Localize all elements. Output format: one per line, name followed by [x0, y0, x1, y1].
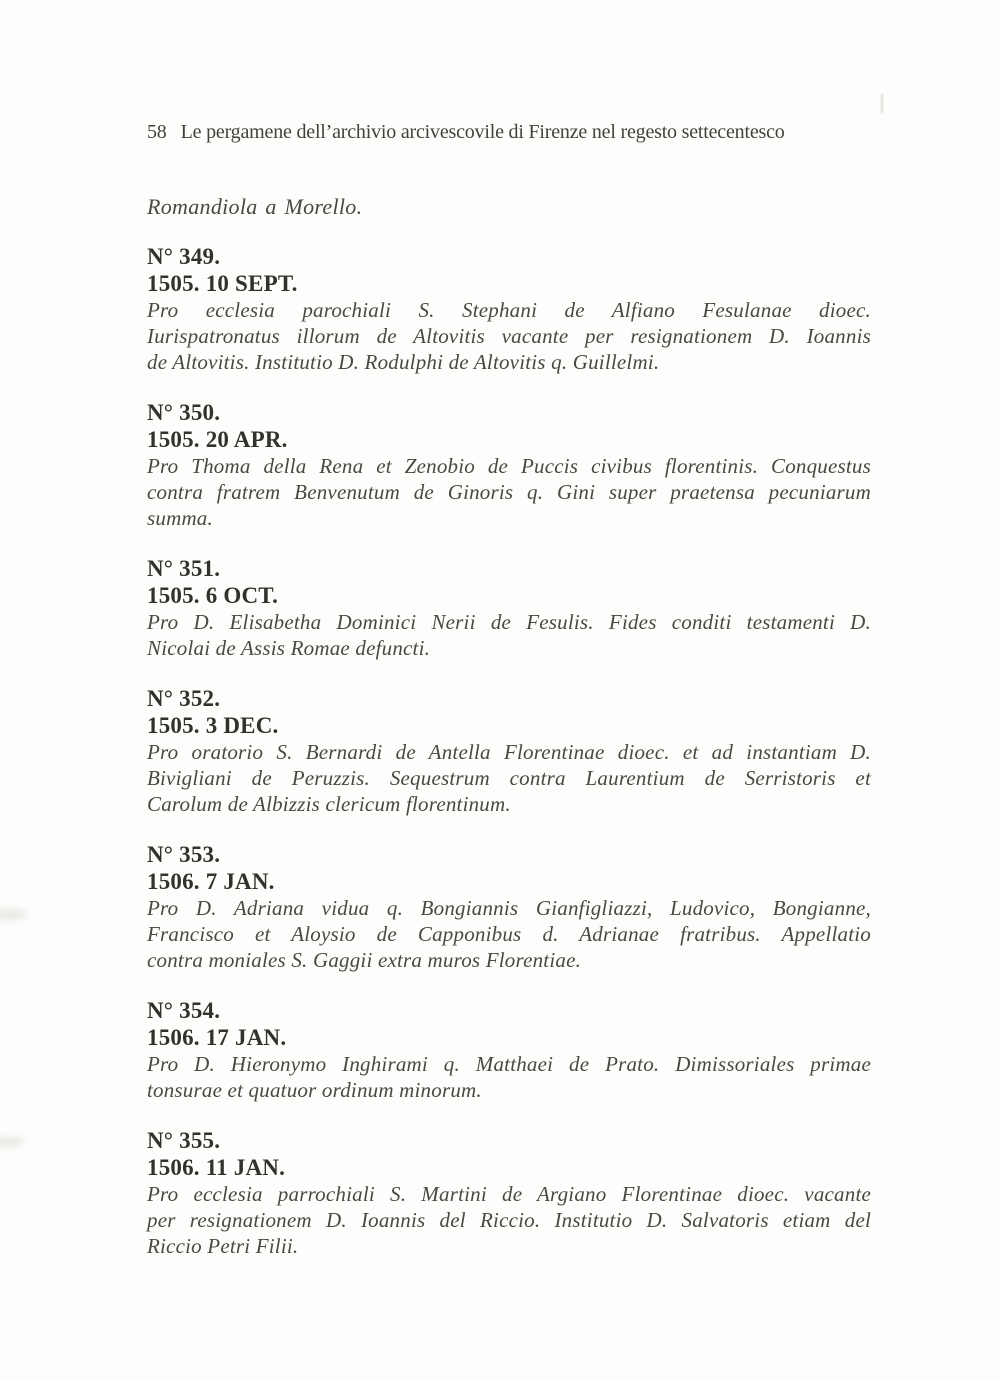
entry-text-line: Pro ecclesia parochiali S. Stephani de Alfiano Fesulanae dioec.	[147, 298, 871, 322]
entry-body	[147, 1181, 871, 1259]
section-heading: Romandiola a Morello.	[147, 194, 363, 219]
entry-body	[147, 1051, 871, 1103]
entry-date: 1505. 20 APR.	[147, 427, 288, 452]
entry-text-line: Pro Thoma della Rena et Zenobio de Puccis civibus florentinis. Conquestus	[147, 454, 871, 478]
entry-text-line: Bivigliani de Peruzzis. Sequestrum contra Laurentium de Serristoris et	[147, 766, 871, 790]
scan-artifact-smudge	[0, 908, 26, 921]
regest-entry	[147, 841, 871, 973]
entry-text-line: tonsurae et quatuor ordinum minorum.	[147, 1078, 482, 1102]
entry-body	[147, 895, 871, 973]
entry-text-line: Nicolai de Assis Romae defuncti.	[147, 636, 431, 660]
entry-body	[147, 297, 871, 375]
entry-number: N° 354.	[147, 998, 221, 1023]
regest-entry	[147, 243, 871, 375]
entry-text-line: de Altovitis. Institutio D. Rodulphi de Altovitis q. Guillelmi.	[147, 350, 660, 374]
entry-date: 1505. 10 SEPT.	[147, 271, 298, 296]
page-number: 58	[147, 121, 167, 143]
entry-text-line: Pro D. Elisabetha Dominici Nerii de Fesulis. Fides conditi testamenti D.	[147, 610, 871, 634]
running-head	[147, 121, 871, 143]
entry-text-line: Carolum de Albizzis clericum florentinum.	[147, 792, 511, 816]
entry-text-line: Pro ecclesia parrochiali S. Martini de Argiano Florentinae dioec. vacante	[147, 1182, 871, 1206]
entry-body	[147, 739, 871, 817]
entry-body	[147, 609, 871, 661]
entry-number: N° 350.	[147, 400, 221, 425]
regest-entry	[147, 399, 871, 531]
entry-number: N° 352.	[147, 686, 221, 711]
entry-body	[147, 453, 871, 531]
entry-text-line: Riccio Petri Filii.	[147, 1234, 299, 1258]
regest-entry	[147, 555, 871, 661]
entry-date: 1506. 11 JAN.	[147, 1155, 286, 1180]
entry-text-line: Iurispatronatus illorum de Altovitis vacante per resignationem D. Ioannis	[147, 324, 871, 348]
entry-date: 1506. 7 JAN.	[147, 869, 275, 894]
entry-text-line: contra moniales S. Gaggii extra muros Florentiae.	[147, 948, 582, 972]
entry-text-line: summa.	[147, 506, 213, 530]
entry-date: 1505. 6 OCT.	[147, 583, 279, 608]
entry-text-line: Pro D. Adriana vidua q. Bongiannis Gianfigliazzi, Ludovico, Bongianne,	[147, 896, 871, 920]
running-title: Le pergamene dell’archivio arcivescovile di Firenze nel regesto settecentesco	[180, 121, 785, 143]
scan-artifact-smudge	[0, 1136, 24, 1148]
scan-artifact-tick	[881, 94, 883, 113]
entry-number: N° 351.	[147, 556, 221, 581]
entry-number: N° 349.	[147, 244, 221, 269]
entry-date: 1506. 17 JAN.	[147, 1025, 287, 1050]
entry-number: N° 355.	[147, 1128, 221, 1153]
entry-text-line: Pro oratorio S. Bernardi de Antella Florentinae dioec. et ad instantiam D.	[147, 740, 871, 764]
entry-text-line: Pro D. Hieronymo Inghirami q. Matthaei de Prato. Dimissoriales primae	[147, 1052, 871, 1076]
entry-text-line: contra fratrem Benvenutum de Ginoris q. Gini super praetensa pecuniarum	[147, 480, 871, 504]
page-content	[147, 121, 871, 1259]
entry-text-line: per resignationem D. Ioannis del Riccio. Institutio D. Salvatoris etiam del	[147, 1208, 871, 1232]
entry-date: 1505. 3 DEC.	[147, 713, 279, 738]
entry-number: N° 353.	[147, 842, 221, 867]
regest-entry	[147, 685, 871, 817]
regest-entry	[147, 1127, 871, 1259]
entry-text-line: Francisco et Aloysio de Capponibus d. Adrianae fratribus. Appellatio	[147, 922, 871, 946]
regest-entry	[147, 997, 871, 1103]
regesta-entries-list	[147, 243, 871, 1259]
